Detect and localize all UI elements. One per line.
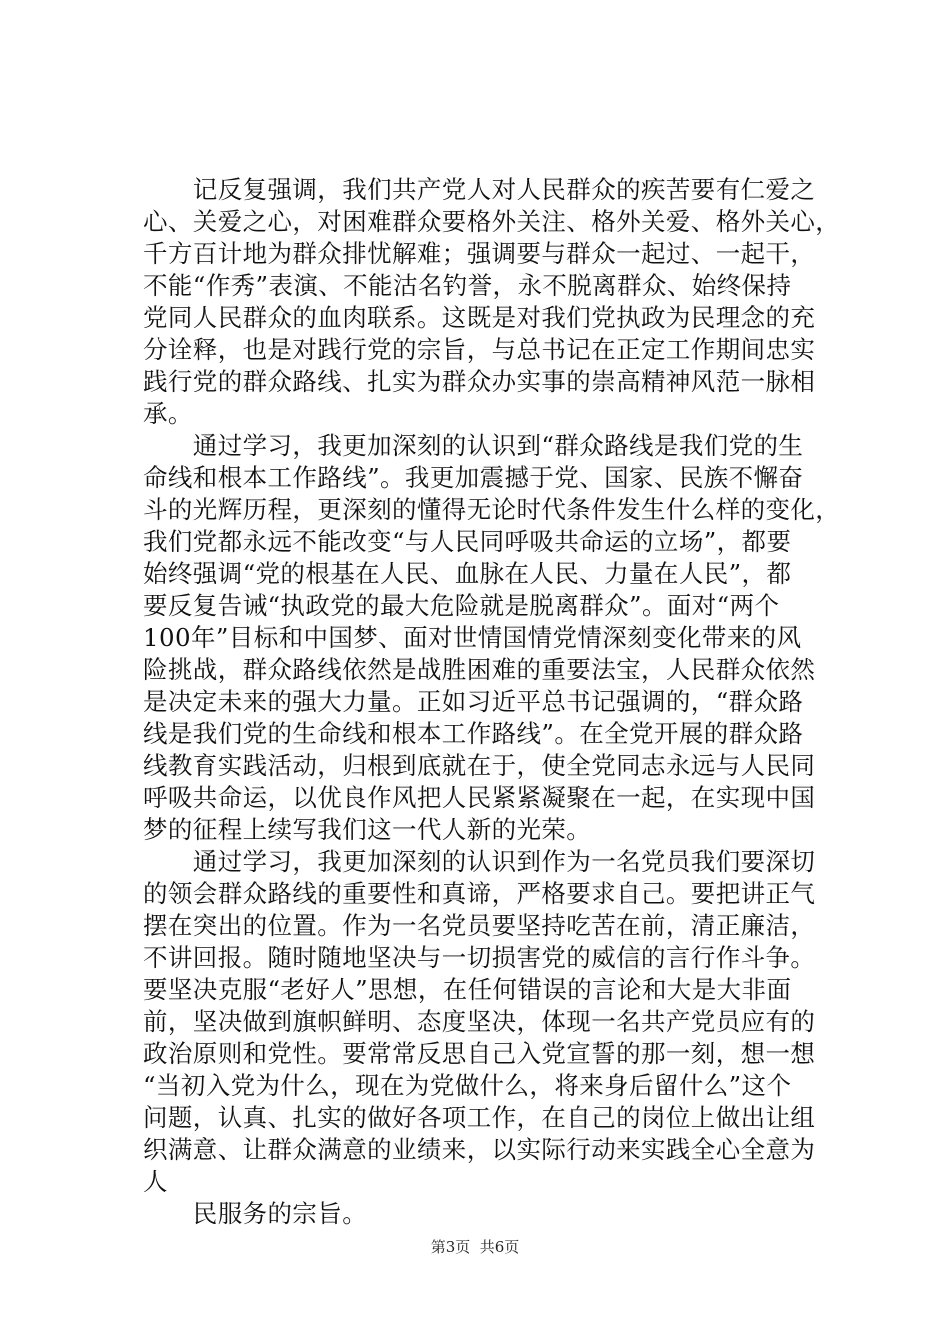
text-line: “当初入党为什么，现在为党做什么，将来身后留什么”这个 [143, 1071, 792, 1100]
text-line: 命线和根本工作路线”。我更加震撼于党、国家、民族不懈奋 [143, 463, 804, 492]
text-line: 线教育实践活动，归根到底就在于，使全党同志永远与人民同 [143, 751, 816, 780]
page-footer [0, 1237, 950, 1257]
text-line: 分诠释，也是对践行党的宗旨，与总书记在正定工作期间忠实 [143, 335, 816, 364]
text-line: 我们党都永远不能改变“与人民同呼吸共命运的立场”，都要 [143, 527, 792, 556]
text-line: 梦的征程上续写我们这一代人新的光荣。 [143, 815, 592, 844]
text-line: 人 [143, 1167, 168, 1196]
text-line: 要坚决克服“老好人”思想，在任何错误的言论和大是大非面 [143, 975, 792, 1004]
text-line: 100年”目标和中国梦、面对世情国情党情深刻变化带来的风 [143, 623, 802, 652]
text-line: 政治原则和党性。要常常反思自己入党宣誓的那一刻，想一想 [143, 1039, 816, 1068]
text-line: 是决定未来的强大力量。正如习近平总书记强调的，“群众路 [143, 687, 804, 716]
text-line: 线是我们党的生命线和根本工作路线”。在全党开展的群众路 [143, 719, 804, 748]
text-line: 不讲回报。随时随地坚决与一切损害党的威信的言行作斗争。 [143, 943, 816, 972]
text-line: 的领会群众路线的重要性和真谛，严格要求自己。要把讲正气 [143, 879, 816, 908]
text-line: 千方百计地为群众排忧解难；强调要与群众一起过、一起干， [143, 239, 816, 268]
text-line: 记反复强调，我们共产党人对人民群众的疾苦要有仁爱之 [143, 175, 816, 204]
text-line: 问题，认真、扎实的做好各项工作，在自己的岗位上做出让组 [143, 1103, 816, 1132]
page-number-label: 第3页 共6页 [430, 1238, 520, 1256]
text-line: 险挑战，群众路线依然是战胜困难的重要法宝，人民群众依然 [143, 655, 816, 684]
text-line: 呼吸共命运，以优良作风把人民紧紧凝聚在一起，在实现中国 [143, 783, 816, 812]
text-line: 前，坚决做到旗帜鲜明、态度坚决，体现一名共产党员应有的 [143, 1007, 816, 1036]
text-line: 承。 [143, 399, 193, 428]
document-body [143, 174, 841, 1230]
text-line: 斗的光辉历程，更深刻的懂得无论时代条件发生什么样的变化， [143, 495, 841, 524]
text-line: 摆在突出的位置。作为一名党员要坚持吃苦在前，清正廉洁， [143, 911, 816, 940]
text-line: 民服务的宗旨。 [143, 1199, 368, 1228]
text-line: 始终强调“党的根基在人民、血脉在人民、力量在人民”，都 [143, 559, 792, 588]
text-line: 心、关爱之心，对困难群众要格外关注、格外关爱、格外关心， [143, 207, 841, 236]
text-line: 通过学习，我更加深刻的认识到作为一名党员我们要深切 [143, 847, 816, 876]
text-line: 党同人民群众的血肉联系。这既是对我们党执政为民理念的充 [143, 303, 816, 332]
text-line: 不能“作秀”表演、不能沽名钓誉，永不脱离群众、始终保持 [143, 271, 792, 300]
text-line: 通过学习，我更加深刻的认识到“群众路线是我们党的生 [143, 431, 804, 460]
text-line: 践行党的群众路线、扎实为群众办实事的崇高精神风范一脉相 [143, 367, 816, 396]
text-line: 要反复告诫“执政党的最大危险就是脱离群众”。面对“两个 [143, 591, 780, 620]
text-line: 织满意、让群众满意的业绩来，以实际行动来实践全心全意为 [143, 1135, 816, 1164]
